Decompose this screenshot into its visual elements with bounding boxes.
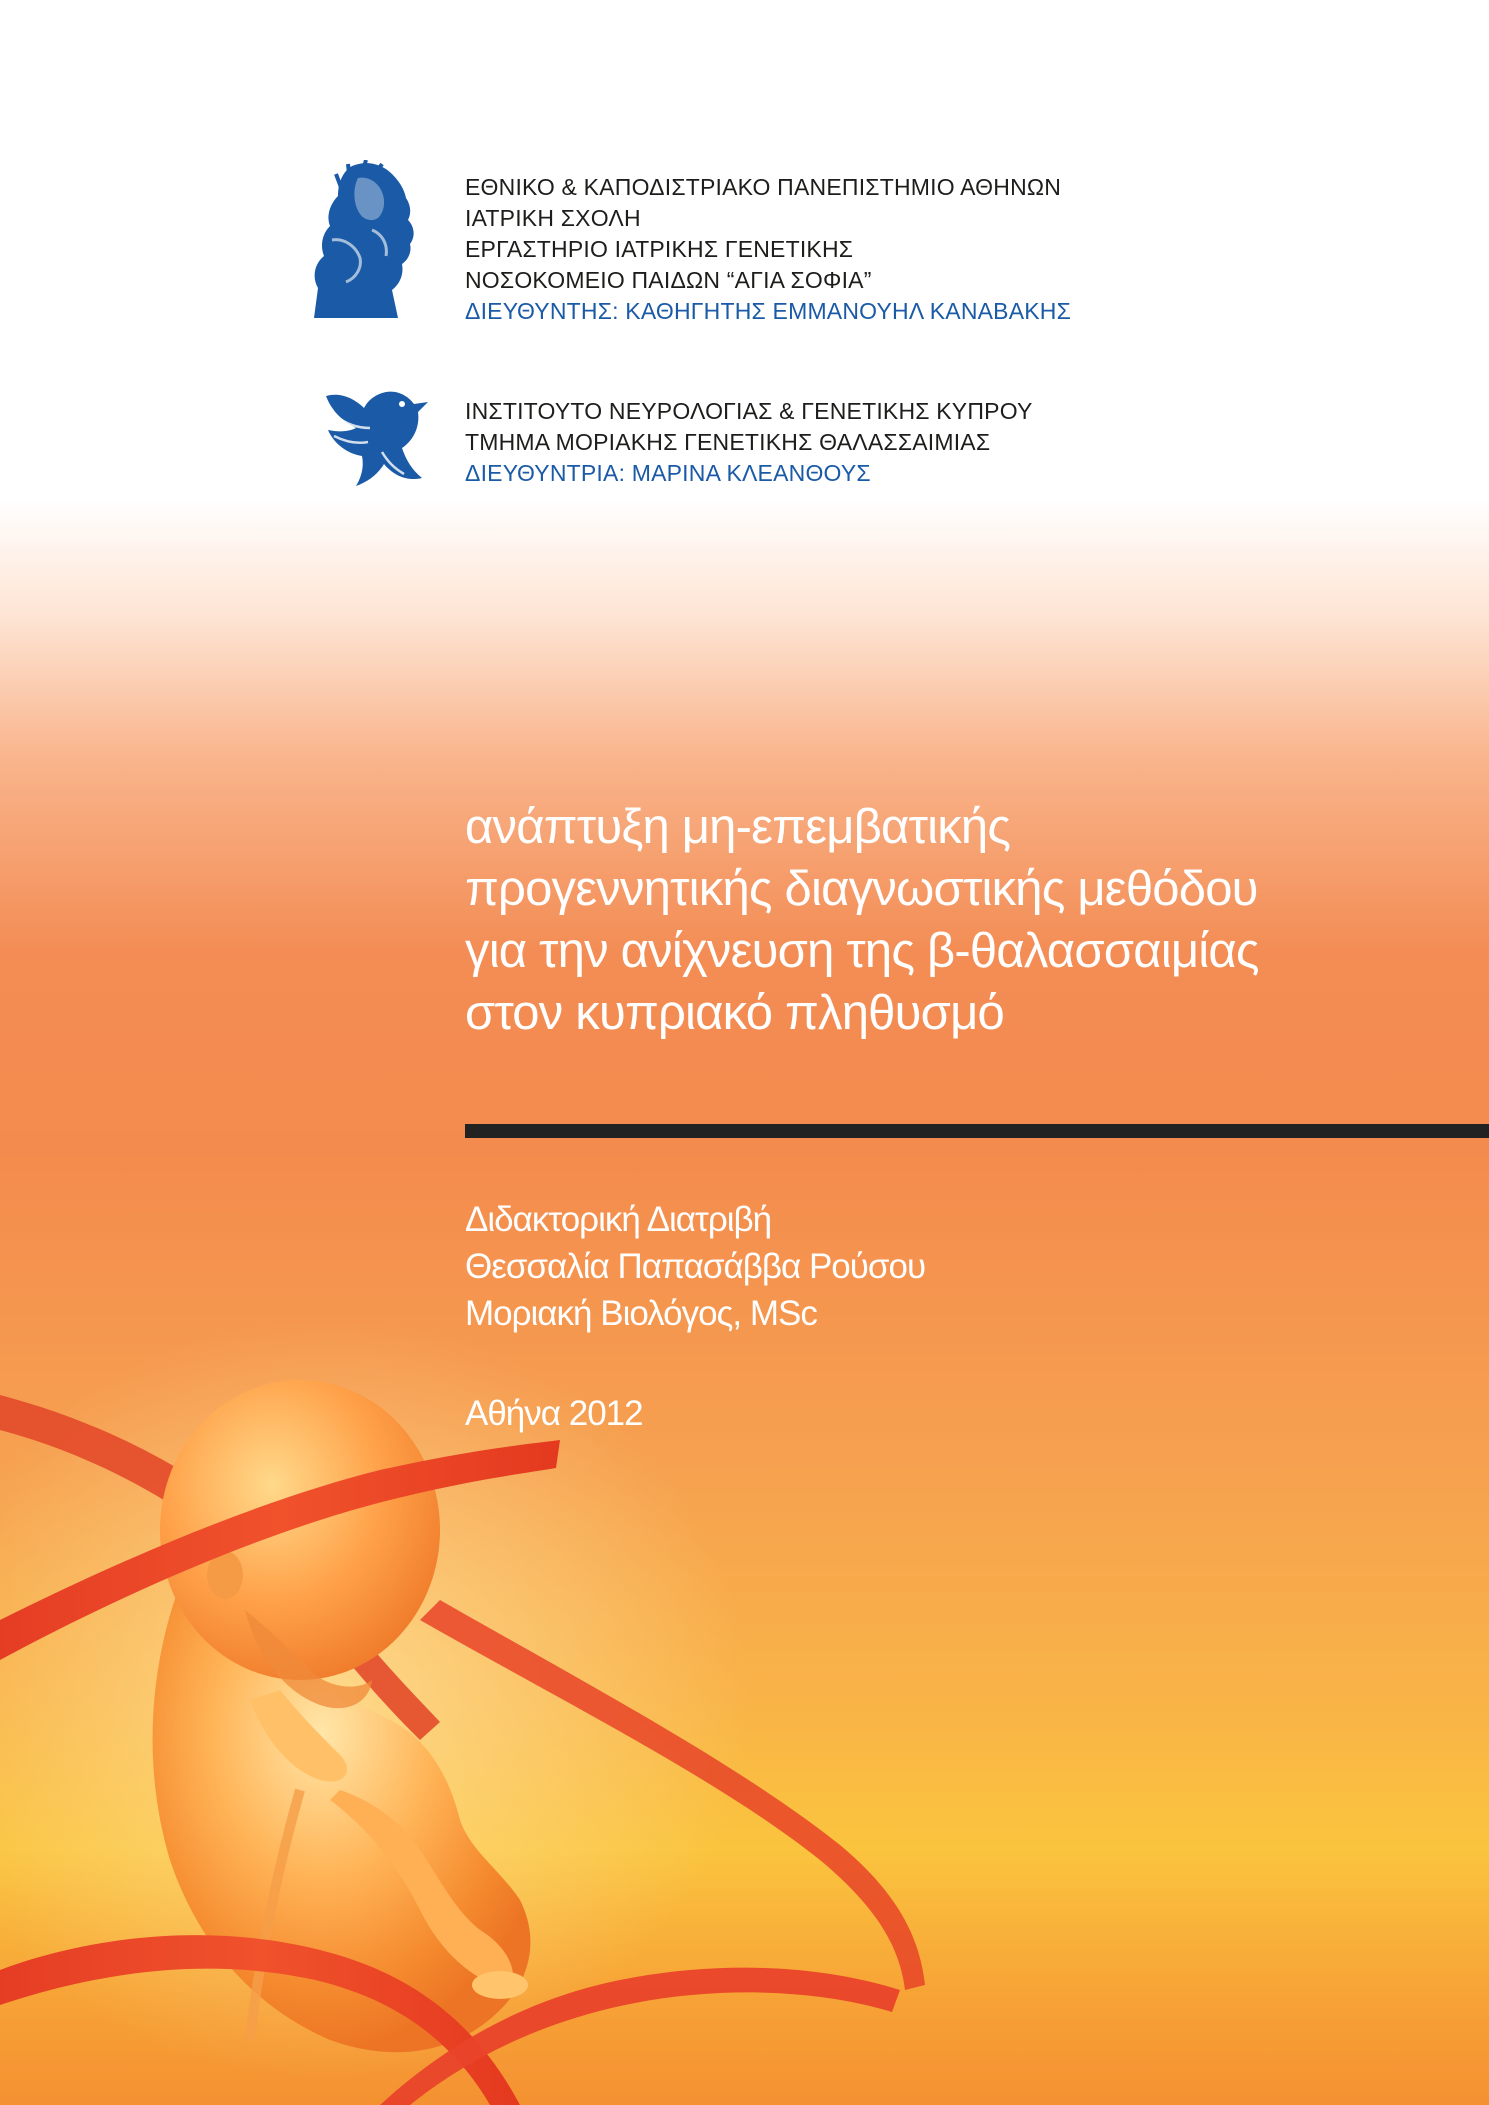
athena-head-logo <box>312 160 418 320</box>
title-line: ανάπτυξη μη-επεμβατικής <box>465 800 1011 854</box>
institution-line: ΝΟΣΟΚΟΜΕΙΟ ΠΑΙΔΩΝ “ΑΓΙΑ ΣΟΦΙΑ” <box>465 267 872 293</box>
author-block <box>465 1196 925 1337</box>
director-line: ΔΙΕΥΘΥΝΤΡΙΑ: ΜΑΡΙΝΑ ΚΛΕΑΝΘΟΥΣ <box>465 460 871 486</box>
institution-block-cing <box>465 396 1033 489</box>
institution-line: ΤΜΗΜΑ ΜΟΡΙΑΚΗΣ ΓΕΝΕΤΙΚΗΣ ΘΑΛΑΣΣΑΙΜΙΑΣ <box>465 429 991 455</box>
author-credentials: Μοριακή Βιολόγος, MSc <box>465 1294 817 1333</box>
title-line: στον κυπριακό πληθυσμό <box>465 986 1004 1040</box>
institution-line: ΕΘΝΙΚΟ & ΚΑΠΟΔΙΣΤΡΙΑΚΟ ΠΑΝΕΠΙΣΤΗΜΙΟ ΑΘΗΝΩΝ <box>465 174 1062 200</box>
title-line: για την ανίχνευση της β-θαλασσαιμίας <box>465 924 1259 978</box>
author-name: Θεσσαλία Παπασάββα Ρούσου <box>465 1247 926 1286</box>
institution-line: ΙΝΣΤΙΤΟΥΤΟ ΝΕΥΡΟΛΟΓΙΑΣ & ΓΕΝΕΤΙΚΗΣ ΚΥΠΡΟΥ <box>465 398 1033 424</box>
fetus-foot <box>472 1971 528 1999</box>
institution-line: ΕΡΓΑΣΤΗΡΙΟ ΙΑΤΡΙΚΗΣ ΓΕΝΕΤΙΚΗΣ <box>465 236 854 262</box>
thesis-title <box>465 796 1475 1044</box>
institution-line: ΙΑΤΡΙΚΗ ΣΧΟΛΗ <box>465 205 641 231</box>
institution-block-uoa <box>465 172 1071 327</box>
title-line: προγεννητικής διαγνωστικής μεθόδου <box>465 862 1258 916</box>
dove-logo <box>322 382 434 494</box>
thesis-type: Διδακτορική Διατριβή <box>465 1200 772 1239</box>
title-divider <box>465 1124 1489 1138</box>
place-date: Αθήνα 2012 <box>465 1394 643 1433</box>
director-line: ΔΙΕΥΘΥΝΤΗΣ: ΚΑΘΗΓΗΤΗΣ ΕΜΜΑΝΟΥΗΛ ΚΑΝΑΒΑΚΗΣ <box>465 298 1072 324</box>
